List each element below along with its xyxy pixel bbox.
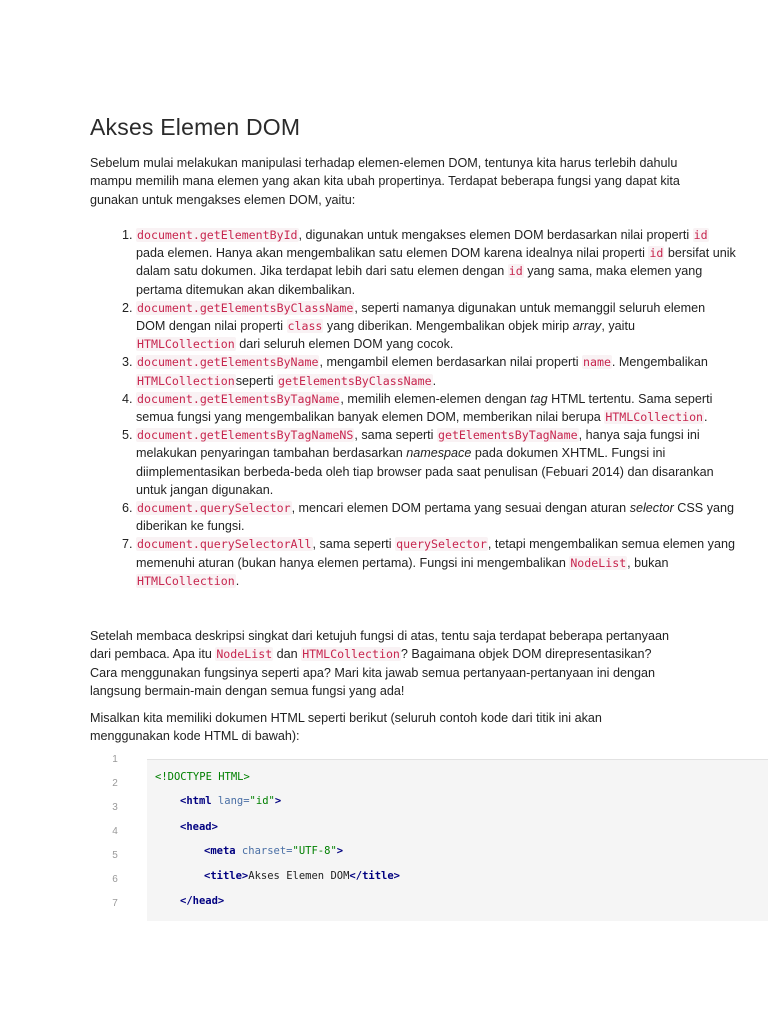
list-text: , memilih elemen-elemen dengan (340, 391, 531, 406)
list-item (136, 226, 736, 299)
list-text: , seperti namanya digunakan untuk memanggil seluruh elemen DOM dengan nilai properti (136, 300, 706, 334)
line-number: 3 (112, 802, 118, 813)
inline-code: querySelector (396, 537, 487, 552)
list-item (136, 353, 736, 389)
code-line (155, 771, 250, 783)
emphasis-text: array (572, 319, 602, 334)
questions-paragraph (90, 627, 680, 700)
list-text: . (704, 410, 708, 425)
line-number-gutter (100, 752, 130, 920)
tag-token: <meta (204, 845, 236, 857)
list-text: HTML tertentu. Sama seperti semua fungsi yang mengembalikan banyak elemen DOM, memberikan nilai berupa (136, 391, 713, 425)
line-number: 4 (112, 826, 118, 837)
doctype-token: <!DOCTYPE HTML> (155, 771, 250, 783)
tag-token: <title> (204, 870, 249, 882)
code-line (180, 895, 224, 907)
attr-token: charset= (235, 845, 293, 857)
emphasis-text: namespace (406, 446, 472, 461)
tag-token: </title> (349, 870, 400, 882)
list-text: dari seluruh elemen DOM yang cocok. (235, 337, 454, 352)
code-line (180, 821, 218, 833)
list-item (136, 499, 736, 535)
string-token: "UTF-8" (292, 845, 337, 857)
inline-code: class (287, 319, 323, 334)
list-text: , bukan (627, 555, 669, 570)
inline-code: document.getElementsByTagName (137, 391, 340, 406)
list-text: . Mengembalikan (611, 355, 708, 370)
inline-code: HTMLCollection (137, 373, 235, 388)
list-item (136, 426, 736, 499)
list-text: , hanya saja fungsi ini melakukan penyaringan tambahan berdasarkan (136, 428, 700, 461)
inline-code: document.getElementsByClassName (137, 300, 354, 315)
list-text: bersifat unik dalam satu dokumen. Jika terdapat lebih dari satu elemen dengan (136, 246, 736, 279)
list-item (136, 299, 736, 354)
list-text: pada dokumen XHTML. Fungsi ini diimplementasikan berbeda-beda oleh tiap browser pada saat penulisan (Febuari 2014) dan disarankan untuk jangan digunakan. (136, 446, 714, 497)
emphasis-text: tag (530, 391, 548, 406)
code-line (204, 845, 343, 857)
list-text: , yaitu (601, 319, 635, 334)
inline-code: id (508, 264, 523, 279)
page-title: Akses Elemen DOM (90, 114, 301, 140)
inline-code: document.querySelectorAll (137, 537, 312, 552)
inline-code: id (693, 228, 708, 242)
list-item (136, 535, 736, 590)
line-number: 2 (112, 778, 118, 789)
line-number: 7 (112, 898, 118, 909)
list-text: pada elemen. Hanya akan mengembalikan satu elemen DOM karena idealnya nilai properti (136, 246, 649, 261)
list-text: yang sama, maka elemen yang pertama ditemukan akan dikembalikan. (136, 264, 703, 297)
inline-code: getElementsByTagName (437, 428, 578, 443)
line-number: 1 (112, 754, 118, 765)
code-block (147, 759, 768, 921)
list-item (136, 390, 736, 426)
code-line (204, 870, 400, 882)
inline-code: document.getElementsByTagNameNS (137, 428, 354, 443)
string-token: "id" (249, 795, 275, 807)
inline-code: document.querySelector (137, 501, 291, 516)
list-text: , tetapi mengembalikan semua elemen yang memenuhi aturan (bukan hanya elemen pertama). Fungsi ini mengembalikan (136, 537, 735, 570)
example-intro-paragraph: Misalkan kita memiliki dokumen HTML seperti berikut (seluruh contoh kode dari titik ini akan menggunakan kode HTML di bawah): (90, 711, 602, 744)
function-list (110, 226, 736, 590)
paragraph-text: ? Bagaimana objek DOM direpresentasikan? Cara menggunakan fungsinya seperti apa? Mari kita jawab semua pertanyaan-pertanyaan ini dengan langsung bermain-main dengan semua fungsi yang ada! (90, 647, 655, 698)
tag-token: > (274, 795, 282, 807)
list-text: , sama seperti (354, 428, 437, 443)
list-text: , digunakan untuk mengakses elemen DOM berdasarkan nilai properti (298, 228, 693, 242)
tag-token: <head> (180, 821, 218, 833)
tag-token: <html (180, 795, 212, 807)
line-number: 6 (112, 874, 118, 885)
list-text: , mengambil elemen berdasarkan nilai properti (319, 355, 582, 370)
inline-code: document.getElementsByName (137, 355, 319, 370)
attr-token: lang= (211, 795, 250, 807)
intro-paragraph: Sebelum mulai melakukan manipulasi terhadap elemen-elemen DOM, tentunya kita harus terlebih dahulu mampu memilih mana elemen yang akan kita ubah propertinya. Terdapat beberapa fungsi yang dapat kita gunakan untuk mengakses elemen DOM, yaitu: (90, 156, 680, 207)
tag-token: </head> (180, 895, 225, 907)
inline-code: NodeList (216, 647, 273, 662)
list-text: . (432, 373, 437, 388)
list-text: yang diberikan. Mengembalikan objek mirip (323, 319, 573, 334)
inline-code: name (583, 355, 611, 370)
list-text: seperti (235, 373, 278, 388)
list-text: . (235, 573, 240, 588)
inline-code: HTMLCollection (302, 647, 400, 662)
line-number: 5 (112, 850, 118, 861)
inline-code: id (649, 246, 664, 261)
list-text: , sama seperti (312, 537, 396, 552)
inline-code: getElementsByClassName (278, 373, 432, 388)
inline-code: document.getElementById (137, 228, 298, 242)
paragraph-text: Setelah membaca deskripsi singkat dari ketujuh fungsi di atas, tentu saja terdapat beberapa pertanyaan dari pembaca. Apa itu (90, 629, 669, 662)
paragraph-text: dan (273, 647, 302, 662)
tag-token: > (336, 845, 344, 857)
inline-code: HTMLCollection (137, 573, 235, 588)
inline-code: HTMLCollection (137, 337, 235, 352)
inline-code: HTMLCollection (605, 410, 704, 425)
list-text: CSS yang diberikan ke fungsi. (136, 501, 734, 534)
text-token: Akses Elemen DOM (248, 870, 350, 882)
list-text: , mencari elemen DOM pertama yang sesuai dengan aturan (291, 501, 630, 516)
inline-code: NodeList (570, 555, 627, 570)
emphasis-text: selector (629, 501, 674, 516)
code-line (180, 795, 281, 807)
